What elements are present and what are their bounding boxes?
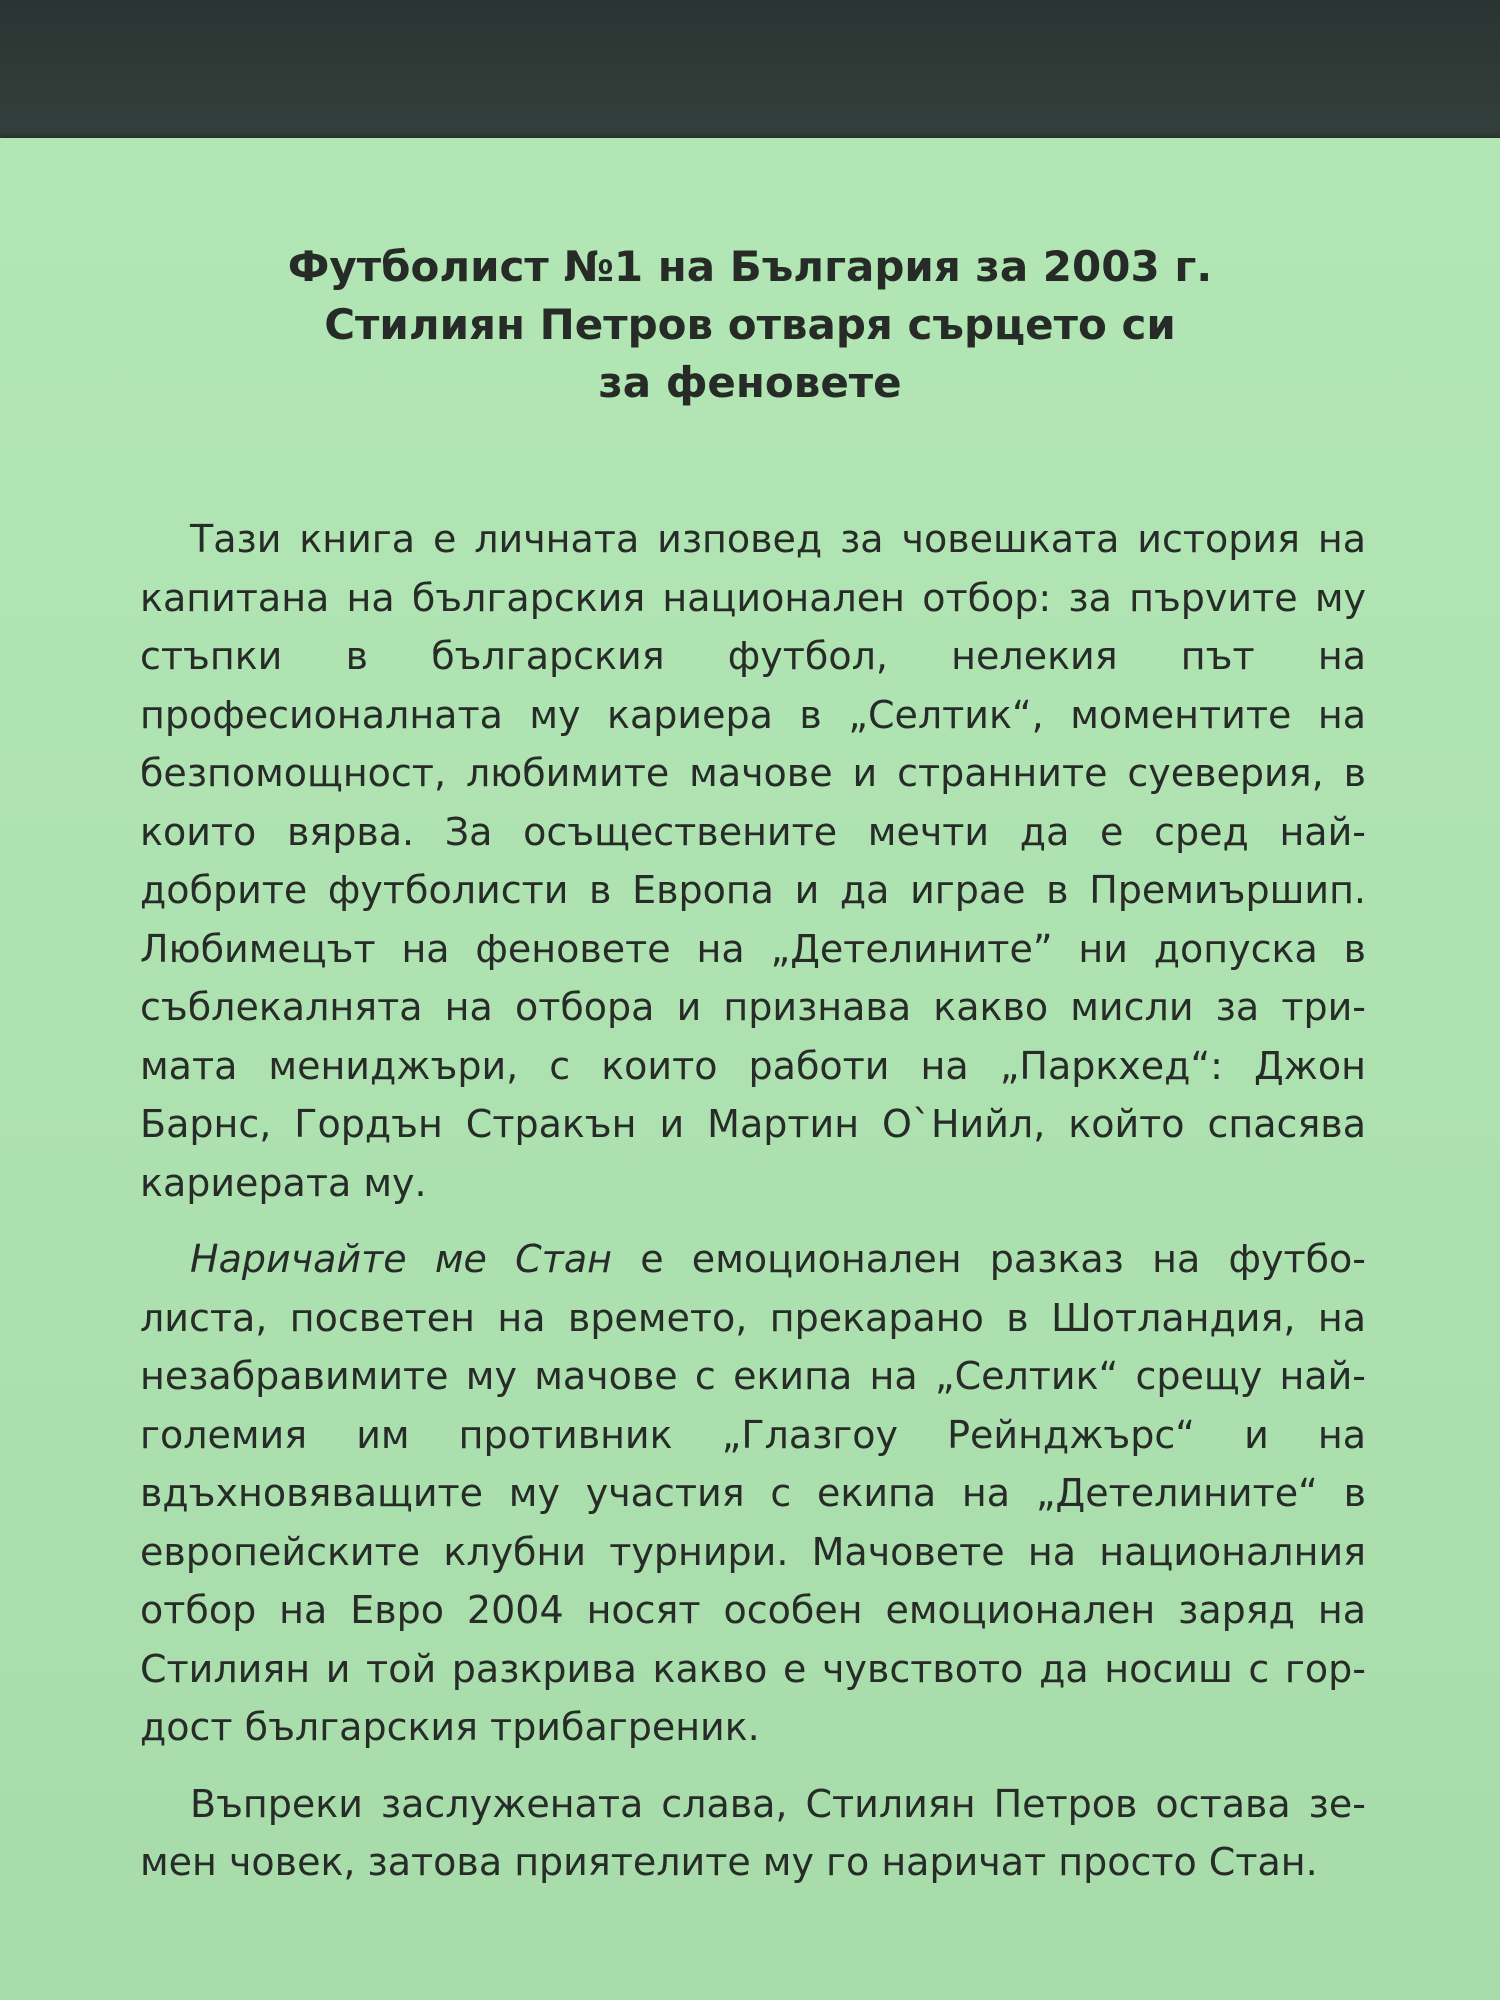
blurb-paragraph-2-text: е емоционален разказ на футболиста, посветен на времето, прекарано в Шотландия, на незабравимите му мачове с екипа на „Селтик“ срещу най-големия им противник „Глазгоу Рейнджърс“ и на вдъхновяващите му участия с екипа на „Детелините“ в европейските клубни турнири. Мачовете на националния отбор на Евро 2004 носят особен емоционален заряд на Стилиян и той разкрива какво е чувството да носиш с гордост българския трибагреник. xyxy=(140,1237,1366,1749)
blurb-paragraph-1: Тази книга е личната изповед за човешката история на капитана на българския национален отбор: за пърvите му стъпки в българския футбол, нелекия път на професионалната му кариера в „Селтик“, моментите на безпомощност, любимите мачове и странните суеверия, в които вярва. За осъществените мечти да е сред найдобрите футболисти в Европа и да играе в Премиършип. Любимецът на феновете на „Детелините” ни допуска в съблекалнята на отбора и признава какво мисли за тримата мениджъри, с които работи на „Паркхед“: Джон Барнс, Гордън Стракън и Мартин О`Нийл, който спасява кариерата му. xyxy=(140,517,1366,1205)
blurb-text xyxy=(140,510,1366,1892)
blurb-paragraph-2 xyxy=(140,1230,1366,1757)
cover-heading xyxy=(150,238,1350,412)
heading-line-1: Футболист №1 на България за 2003 г. xyxy=(287,242,1213,291)
background-dark-band xyxy=(0,0,1500,140)
blurb-paragraph-3: Въпреки заслужената слава, Стилиян Петров остава земен човек, затова приятелите му го наричат просто Стан. xyxy=(140,1781,1366,1884)
book-title-italic: Наричайте ме Стан xyxy=(190,1237,612,1281)
heading-line-2: Стилиян Петров отваря сърцето си xyxy=(324,300,1176,349)
book-back-cover xyxy=(0,138,1500,2000)
heading-line-3: за феновете xyxy=(598,358,902,407)
